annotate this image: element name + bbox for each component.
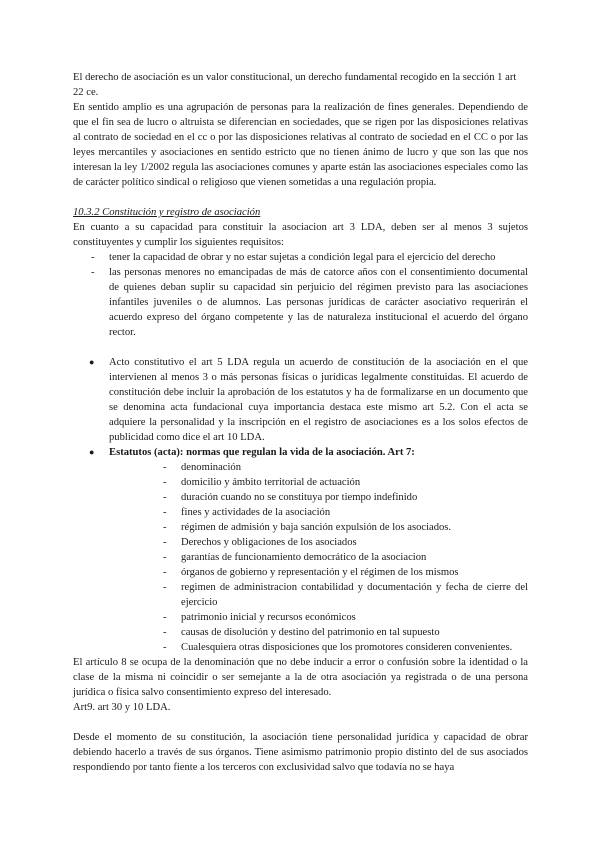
estatutos-list [109,460,528,655]
paragraph-intro: El derecho de asociación es un valor constitucional, un derecho fundamental recogido en la sección 1 art 22 ce. [73,72,517,98]
bullet-icon: ● [89,447,95,457]
dash-marker: - [91,267,95,278]
bullet-icon: ● [89,357,95,367]
bullet-list [73,355,528,655]
list-item: - tener la capacidad de obrar y no estar sujetas a condición legal para el ejercicio del derecho [91,252,496,263]
dash-marker: - [91,252,95,263]
paragraph-denomination: El artículo 8 se ocupa de la denominación que no debe inducir a error o confusión sobre la identidad o la clase de la misma ni coincidir o ser semejante a la de otra asociación ya registrada o de una persona jurídica o física salvo consentimiento expreso del interesado. [73,657,528,698]
list-item: - patrimonio inicial y recursos económicos [163,612,356,623]
list-item: - Derechos y obligaciones de los asociados [163,537,357,548]
list-item: - domicilio y ámbito territorial de actuación [163,477,361,488]
list-item: - garantías de funcionamiento democrático de la asociacion [163,552,427,563]
list-item: - órganos de gobierno y representación y el régimen de los mismos [163,567,459,578]
list-item: - fines y actividades de la asociación [163,507,331,518]
paragraph-definition: En sentido amplio es una agrupación de personas para la realización de fines generales. Dependiendo de que el fin sea de lucro o altruista se diferencian en sociedades, que se rigen por las disposiciones relativas al contrato de sociedad en el cc o por las disposiciones relativas al contrato de sociedad en el CC o por las leyes mercantiles y asociaciones en sentido estricto que no tienen ánimo de lucro y que son las que nos interesan la ley 1/2002 regula las asociaciones comunes y aparte están las asociaciones especiales como las de carácter político sindical o religioso que vienen sometidas a una regulación propia. [73,102,528,188]
list-item: - las personas menores no emancipadas de más de catorce años con el consentimiento documental de quienes deban suplir su capacidad sin perjuicio del régimen previsto para las asociaciones infantiles juveniles o de alumnos. Las personas jurídicas de carácter asociativo requerirán el acuerdo expreso del órgano competente y las de naturaleza institucional el acuerdo del órgano rector. [91,267,528,338]
list-item: - Cualesquiera otras disposiciones que los promotores consideren convenientes. [163,642,513,653]
paragraph-personality: Desde el momento de su constitución, la asociación tiene personalidad jurídica y capacidad de obrar debiendo hacerlo a través de sus órganos. Tiene asimismo patrimonio propio distinto del de sus asociados respondiendo por tanto fiente a los terceros con exclusividad salvo que todavía no se haya [73,732,528,773]
list-item: - duración cuando no se constituya por tiempo indefinido [163,492,418,503]
list-item: - regimen de administracion contabilidad y documentación y fecha de cierre del ejercicio [163,582,528,608]
list-item: - causas de disolución y destino del patrimonio en tal supuesto [163,627,440,638]
paragraph-articles: Art9. art 30 y 10 LDA. [73,702,171,713]
list-item: ● Acto constitutivo el art 5 LDA regula un acuerdo de constitución de la asociación en el que intervienen al menos 3 o más personas físicas o jurídicas legalmente constituidas. El acuerdo de constitución debe incluir la aprobación de los estatutos y ha de formalizarse en un documento que se denomina acta fundacional cuya importancia destaca este mismo art 5.2. Con el acta se adquiere la personalidad y la inscripción en el registro de asociaciones es a los solos efectos de publicidad como dice el art 10 LDA. [89,357,528,443]
document-body [73,70,528,775]
list-item: - denominación [163,462,242,473]
section-heading: 10.3.2 Constitución y registro de asociación [73,207,261,218]
list-item: - régimen de admisión y baja sanción expulsión de los asociados. [163,522,452,533]
paragraph-capacity: En cuanto a su capacidad para constituir la asociacion art 3 LDA, deben ser al menos 3 sujetos constituyentes y cumplir los siguientes requisitos: [73,222,528,248]
requirements-list [73,250,528,340]
list-item: ● Estatutos (acta): normas que regulan la vida de la asociación. Art 7: - denominación - domicilio y ámbito territorial de actuación - duración cuando no se constituya por tiempo indefinido - fines y actividades de la asociación - régimen de admisión y baja sanción expulsión de los asociados. - Derechos y obligaciones de los asociados - garantías de funcionamiento democrático de la asociacion - órganos de gobierno y representación y el régimen de los mismos - regimen de administracion contabilidad y documentación y fecha de cierre del ejercicio - patrimonio inicial y recursos económicos - causas de disolución y destino del patrimonio en tal supuesto - Cualesquiera otras disposiciones que los promotores consideren convenientes. [89,447,528,653]
